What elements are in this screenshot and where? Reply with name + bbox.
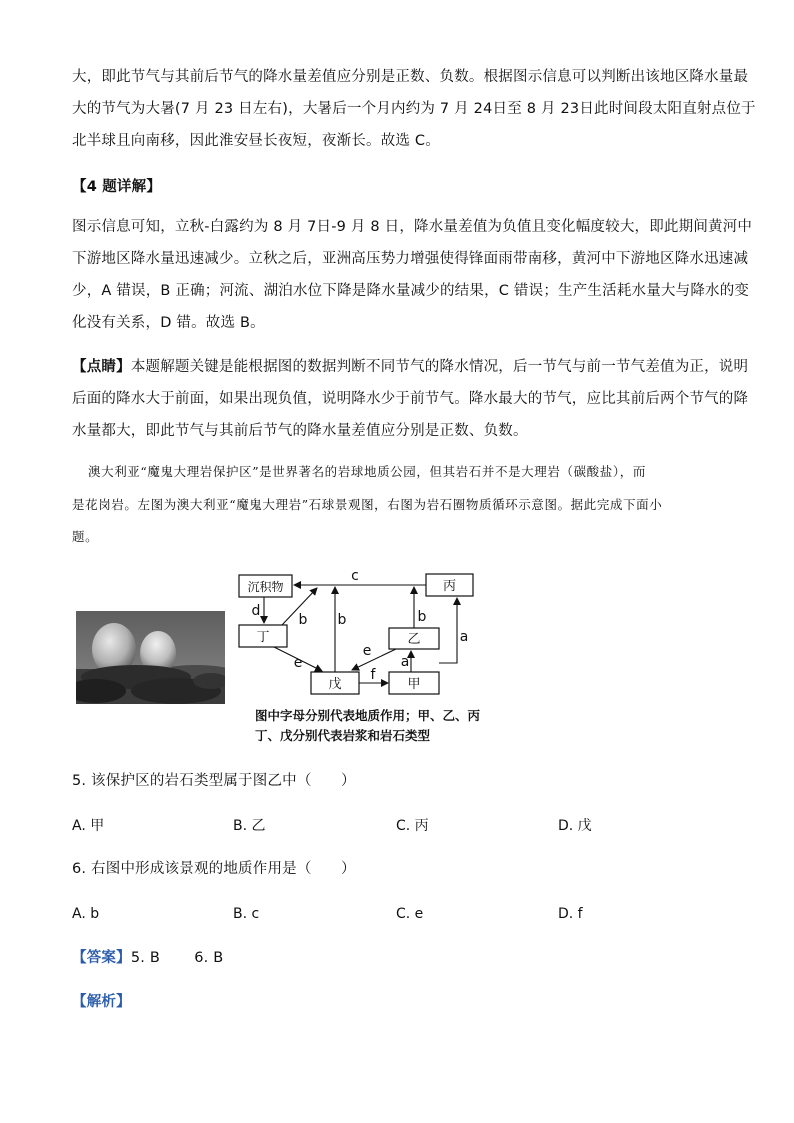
- answer-line: [72, 948, 223, 968]
- tip-text: 本题解题关键是能根据图的数据判断不同节气的降水情况，后一节气与前一节气差值为正，说明: [130, 359, 749, 375]
- q6-option-c[interactable]: C. e: [396, 906, 424, 922]
- q4-line: 化没有关系，D 错。故选 B。: [72, 315, 265, 331]
- diagram-caption: 丁、戊分别代表岩浆和岩石类型: [255, 728, 431, 743]
- tip-line: 后面的降水大于前面，如果出现负值，说明降水少于前节气。降水最大的节气，应比其前后两个节气的降: [72, 391, 749, 407]
- box-wu-label: 戊: [328, 677, 342, 692]
- q5-option-c[interactable]: C. 丙: [396, 818, 429, 834]
- arrow-label-d: d: [251, 603, 261, 619]
- arrow-label-f: f: [370, 667, 376, 683]
- tip-label: 【点睛】: [72, 359, 131, 375]
- q4-line: 图示信息可知，立秋-白露约为 8 月 7日-9 月 8 日，降水量差值为负值且变化幅度较大，即此期间黄河中: [72, 219, 753, 235]
- q6-stem: 6. 右图中形成该景观的地质作用是（ ）: [72, 861, 356, 877]
- rock-cycle-diagram: [236, 566, 481, 702]
- intro-line: 澳大利亚“魔鬼大理岩保护区”是世界著名的岩球地质公园，但其岩石并不是大理岩（碳酸盐），而: [88, 464, 646, 479]
- arrow-label-a: a: [459, 629, 469, 645]
- box-sediment-label: 沉积物: [247, 580, 284, 594]
- q6-option-d[interactable]: D. f: [558, 906, 583, 922]
- arrow-label-c: c: [351, 568, 359, 584]
- analysis-label: 【解析】: [72, 994, 131, 1010]
- answer-label: 【答案】: [72, 950, 131, 966]
- arrow-label-e: e: [293, 655, 303, 671]
- arrow-label-e: e: [362, 643, 372, 659]
- intro-line: 是花岗岩。左图为澳大利亚“魔鬼大理岩”石球景观图，右图为岩石圈物质循环示意图。据此完成下面小: [72, 497, 663, 512]
- arrow-label-b: b: [417, 609, 427, 625]
- box-bing-label: 丙: [442, 579, 457, 594]
- box-yi-label: 乙: [407, 632, 421, 647]
- q4-heading: 【4 题详解】: [72, 179, 162, 195]
- q5-option-a[interactable]: A. 甲: [72, 818, 105, 834]
- q6-option-b[interactable]: B. c: [233, 906, 260, 922]
- arrow-label-b: b: [337, 612, 347, 628]
- box-ding-label: 丁: [256, 630, 270, 645]
- paragraph-line: 北半球且向南移，因此淮安昼长夜短，夜渐长。故选 C。: [72, 133, 440, 149]
- answer-text: 5. B 6. B: [130, 950, 224, 966]
- arrow-label-b: b: [298, 612, 308, 628]
- q5-option-b[interactable]: B. 乙: [233, 818, 266, 834]
- intro-line: 题。: [72, 529, 99, 544]
- paragraph-line: 大的节气为大暑(7 月 23 日左右)，大暑后一个月内约为 7 月 24日至 8 月 23日此时间段太阳直射点位于: [72, 101, 756, 117]
- q4-line: 下游地区降水量迅速减少。立秋之后，亚洲高压势力增强使得锋面雨带南移，黄河中下游地区降水迅速减: [72, 251, 749, 267]
- devils-marbles-photo: [76, 611, 225, 704]
- q5-stem: 5. 该保护区的岩石类型属于图乙中（ ）: [72, 773, 356, 789]
- box-jia-label: 甲: [407, 677, 421, 692]
- q4-line: 少，A 错误，B 正确；河流、湖泊水位下降是降水量减少的结果，C 错误；生产生活耗水量大与降水的变: [72, 283, 750, 299]
- diagram-caption: 图中字母分别代表地质作用；甲、乙、丙: [255, 708, 481, 723]
- arrow-label-a: a: [400, 654, 410, 670]
- tip-line: [72, 357, 748, 377]
- q5-option-d[interactable]: D. 戊: [558, 818, 592, 834]
- paragraph-line: 大，即此节气与其前后节气的降水量差值应分别是正数、负数。根据图示信息可以判断出该地区降水量最: [72, 69, 749, 85]
- q6-option-a[interactable]: A. b: [72, 906, 100, 922]
- tip-line: 水量都大，即此节气与其前后节气的降水量差值应分别是正数、负数。: [72, 423, 528, 439]
